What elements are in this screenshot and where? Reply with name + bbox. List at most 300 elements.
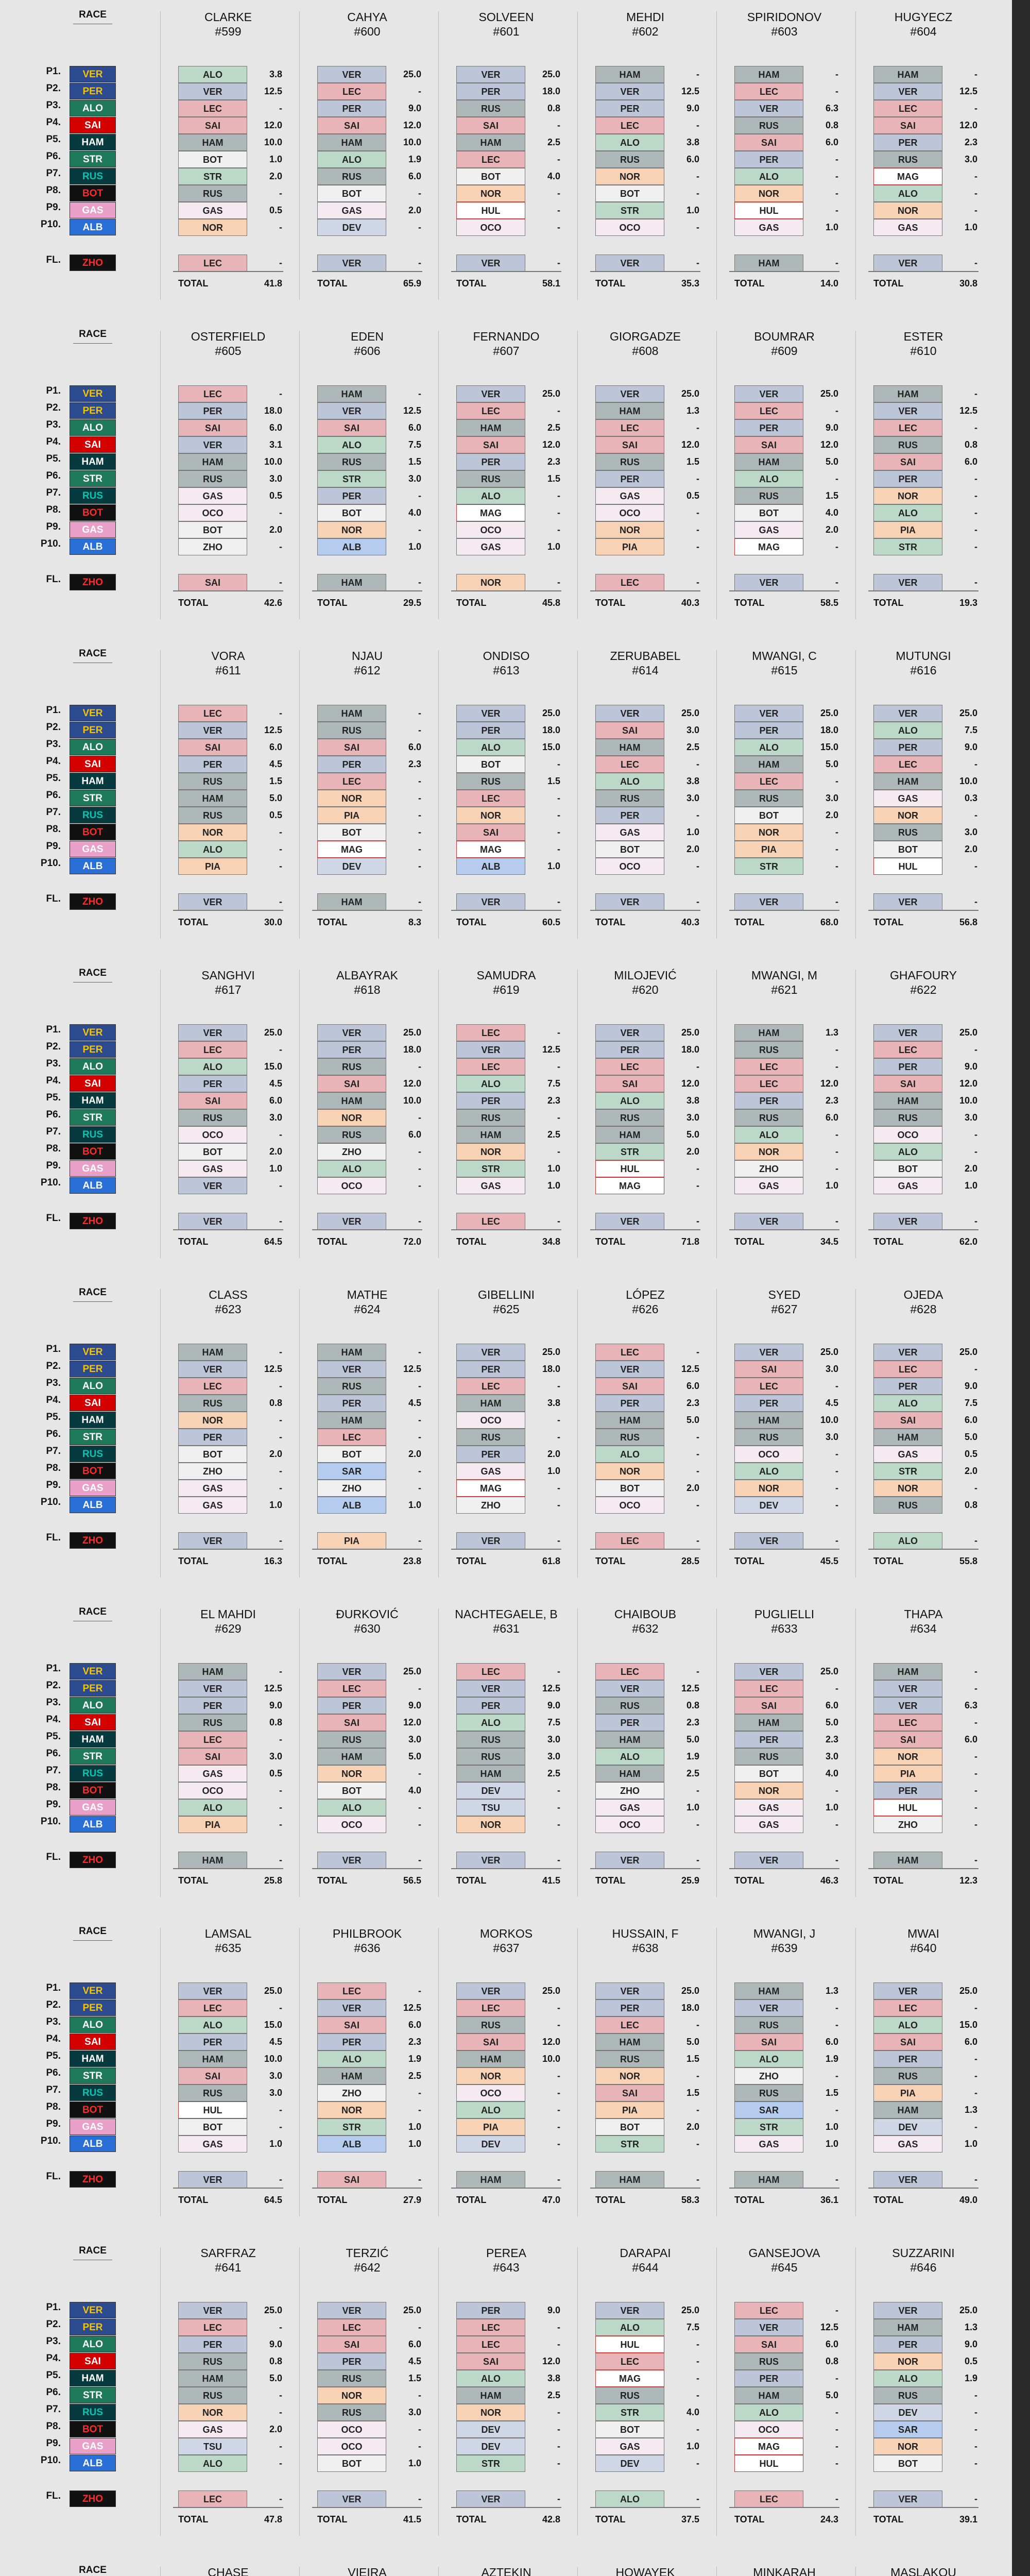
- pick-cell: ALO: [595, 2319, 664, 2336]
- pick-cell: OCO: [595, 504, 664, 521]
- total-label: TOTAL: [873, 1236, 904, 1247]
- player-name: MWANGI, M: [751, 969, 818, 982]
- player-column: [725, 1278, 844, 1597]
- pick-points: -: [974, 103, 977, 113]
- pick-cell: BOT: [317, 1446, 386, 1463]
- player-name: SYED: [768, 1288, 801, 1301]
- pick-cell: LEC: [595, 419, 664, 436]
- pick-cell: PIA: [873, 2084, 942, 2102]
- pick-cell: PER: [178, 1075, 247, 1092]
- position-label: P10.: [40, 538, 61, 549]
- fastest-lap-pick: PIA: [317, 1532, 386, 1549]
- pick-cell: VER: [734, 1999, 803, 2016]
- pick-cell: VER: [873, 2302, 942, 2319]
- pick-points: -: [418, 222, 421, 232]
- pick-cell: TSU: [178, 2438, 247, 2455]
- pick-points: -: [557, 1381, 560, 1391]
- pick-points: 4.0: [825, 1768, 838, 1778]
- player-column: [308, 2555, 426, 2576]
- position-label: P1.: [46, 1024, 61, 1035]
- pick-cell: ALO: [734, 2050, 803, 2067]
- pick-points: 4.5: [269, 2037, 282, 2047]
- pick-cell: HAM: [873, 773, 942, 790]
- race-driver-per: PER: [70, 1680, 116, 1697]
- player-number: #606: [354, 344, 381, 358]
- total-label: TOTAL: [317, 598, 348, 608]
- total-value: 19.3: [959, 598, 977, 608]
- total-label: TOTAL: [734, 1556, 765, 1566]
- pick-cell: ALO: [178, 2455, 247, 2472]
- player-number: #607: [493, 344, 520, 358]
- pick-points: -: [974, 1819, 977, 1829]
- pick-cell: RUS: [317, 1731, 386, 1748]
- player-number: #627: [771, 1302, 798, 1316]
- pick-cell: ALO: [873, 2016, 942, 2033]
- pick-points: 10.0: [403, 137, 421, 147]
- position-label: P4.: [46, 1075, 61, 1086]
- fastest-lap-label: FL.: [46, 1852, 61, 1862]
- pick-cell: LEC: [734, 773, 803, 790]
- pick-cell: RUS: [456, 470, 525, 487]
- pick-cell: LEC: [595, 117, 664, 134]
- race-driver-rus: RUS: [70, 2404, 116, 2420]
- player-name: GANSEJOVA: [748, 2246, 820, 2260]
- pick-points: 2.5: [547, 1768, 560, 1778]
- position-label: P5.: [46, 1092, 61, 1103]
- pick-cell: GAS: [595, 487, 664, 504]
- pick-points: 9.0: [964, 2339, 977, 2349]
- position-label: P5.: [46, 773, 61, 784]
- position-label: P8.: [46, 185, 61, 196]
- pick-cell: DEV: [595, 2455, 664, 2472]
- pick-points: -: [279, 861, 282, 871]
- pick-points: -: [835, 776, 838, 786]
- total-value: 34.5: [820, 1236, 838, 1247]
- pick-cell: HAM: [317, 134, 386, 151]
- player-name: THAPA: [904, 1607, 943, 1621]
- pick-cell: OCO: [734, 2421, 803, 2438]
- pick-cell: RUS: [595, 453, 664, 470]
- race-label-underline: [73, 1301, 112, 1302]
- pick-cell: VER: [317, 1024, 386, 1041]
- pick-cell: PIA: [178, 858, 247, 875]
- race-driver-str: STR: [70, 2387, 116, 2403]
- column-divider: [577, 970, 578, 1258]
- pick-points: 2.0: [408, 205, 421, 215]
- pick-cell: HAM: [595, 739, 664, 756]
- pick-cell: PER: [734, 1092, 803, 1109]
- pick-cell: PER: [873, 1058, 942, 1075]
- pick-points: -: [279, 2003, 282, 2013]
- total-divider: [312, 2507, 422, 2508]
- pick-cell: VER: [317, 1361, 386, 1378]
- pick-cell: BOT: [595, 2119, 664, 2136]
- pick-points: 3.0: [547, 1751, 560, 1761]
- pick-cell: ALO: [317, 2050, 386, 2067]
- fastest-lap-points: -: [974, 577, 977, 587]
- race-label: RACE: [79, 9, 107, 20]
- pick-cell: VER: [178, 2302, 247, 2319]
- race-result-column: [40, 1917, 124, 2236]
- race-driver-gas: GAS: [70, 1160, 116, 1177]
- pick-points: -: [418, 844, 421, 854]
- pick-cell: SAI: [317, 419, 386, 436]
- pick-cell: PER: [317, 2353, 386, 2370]
- race-driver-per: PER: [70, 1999, 116, 2016]
- pick-points: 2.5: [686, 742, 699, 752]
- pick-cell: STR: [734, 2119, 803, 2136]
- pick-points: -: [557, 2441, 560, 2451]
- pick-cell: ALO: [317, 436, 386, 453]
- pick-cell: PER: [317, 756, 386, 773]
- pick-points: -: [418, 861, 421, 871]
- pick-cell: HAM: [595, 1731, 664, 1748]
- pick-cell: HAM: [595, 66, 664, 83]
- pick-cell: NOR: [456, 807, 525, 824]
- player-column: [169, 0, 287, 319]
- pick-cell: VER: [595, 2302, 664, 2319]
- position-label: P10.: [40, 1497, 61, 1507]
- total-label: TOTAL: [595, 1875, 626, 1886]
- race-driver-alb: ALB: [70, 1497, 116, 1513]
- pick-points: 12.0: [264, 120, 282, 130]
- race-driver-sai: SAI: [70, 756, 116, 772]
- pick-points: 5.0: [686, 1415, 699, 1425]
- pick-cell: RUS: [317, 168, 386, 185]
- pick-points: -: [974, 1044, 977, 1055]
- pick-points: -: [696, 2373, 699, 2383]
- race-result-column: [40, 2236, 124, 2555]
- pick-cell: ZHO: [873, 1816, 942, 1833]
- total-divider: [729, 1868, 839, 1869]
- pick-points: 1.9: [408, 154, 421, 164]
- pick-cell: SAI: [595, 436, 664, 453]
- total-label: TOTAL: [734, 598, 765, 608]
- fastest-lap-pick: VER: [178, 1532, 247, 1549]
- race-driver-ham: HAM: [70, 1731, 116, 1748]
- pick-points: -: [418, 2088, 421, 2098]
- pick-cell: ALO: [456, 487, 525, 504]
- race-driver-gas: GAS: [70, 2119, 116, 2135]
- player-name: BOUMRAR: [754, 330, 815, 343]
- race-driver-str: STR: [70, 470, 116, 487]
- pick-points: 3.0: [408, 1734, 421, 1744]
- pick-points: -: [835, 154, 838, 164]
- player-number: #617: [215, 983, 242, 996]
- pick-cell: OCO: [595, 858, 664, 875]
- pick-cell: STR: [734, 858, 803, 875]
- position-label: P3.: [46, 1058, 61, 1069]
- pick-points: -: [418, 388, 421, 399]
- pick-cell: OCO: [317, 2438, 386, 2455]
- pick-cell: LEC: [178, 1731, 247, 1748]
- pick-cell: OCO: [178, 1782, 247, 1799]
- pick-cell: GAS: [734, 219, 803, 236]
- pick-cell: LEC: [734, 1378, 803, 1395]
- fastest-lap-label: FL.: [46, 893, 61, 904]
- fastest-lap-points: -: [418, 2174, 421, 2184]
- pick-cell: GAS: [178, 1160, 247, 1177]
- pick-cell: RUS: [178, 773, 247, 790]
- pick-points: 2.5: [547, 1129, 560, 1140]
- pick-cell: LEC: [317, 2319, 386, 2336]
- fastest-lap-pick: LEC: [178, 2490, 247, 2507]
- race-label: RACE: [79, 648, 107, 659]
- pick-points: -: [557, 1027, 560, 1038]
- pick-cell: ALO: [317, 151, 386, 168]
- player-name: SPIRIDONOV: [747, 10, 822, 24]
- total-divider: [868, 271, 978, 272]
- pick-points: -: [418, 1180, 421, 1191]
- player-column: [864, 2555, 983, 2576]
- position-label: P5.: [46, 134, 61, 145]
- total-divider: [173, 2188, 283, 2189]
- pick-points: 1.0: [547, 1180, 560, 1191]
- race-driver-alo: ALO: [70, 2336, 116, 2352]
- pick-points: -: [696, 1163, 699, 1174]
- pick-points: 12.0: [542, 2037, 560, 2047]
- total-label: TOTAL: [734, 1236, 765, 1247]
- pick-points: 6.0: [269, 422, 282, 433]
- pick-points: -: [418, 1986, 421, 1996]
- pick-cell: LEC: [317, 1680, 386, 1697]
- column-divider: [855, 1928, 856, 2216]
- race-driver-ham: HAM: [70, 2050, 116, 2067]
- pick-cell: VER: [456, 1982, 525, 1999]
- position-label: P10.: [40, 858, 61, 869]
- race-driver-bot: BOT: [70, 504, 116, 521]
- total-divider: [312, 2188, 422, 2189]
- total-label: TOTAL: [317, 1875, 348, 1886]
- pick-points: 12.5: [681, 86, 699, 96]
- pick-points: -: [974, 171, 977, 181]
- pick-points: -: [279, 1785, 282, 1795]
- player-number: #623: [215, 1302, 242, 1316]
- pick-points: -: [835, 2458, 838, 2468]
- pick-points: 1.9: [408, 2054, 421, 2064]
- position-label: P8.: [46, 1143, 61, 1154]
- fastest-lap-pick: VER: [734, 1532, 803, 1549]
- column-divider: [855, 2247, 856, 2536]
- pick-points: 1.3: [825, 1986, 838, 1996]
- fastest-lap-points: -: [557, 1216, 560, 1226]
- pick-cell: PIA: [456, 2119, 525, 2136]
- pick-cell: RUS: [873, 1497, 942, 1514]
- pick-cell: LEC: [734, 1058, 803, 1075]
- column-divider: [438, 1289, 439, 1578]
- player-number: #600: [354, 25, 381, 38]
- pick-points: -: [279, 1483, 282, 1493]
- pick-cell: SAI: [317, 2016, 386, 2033]
- fastest-lap-pick: VER: [873, 574, 942, 591]
- pick-cell: VER: [734, 385, 803, 402]
- pick-cell: SAI: [873, 1731, 942, 1748]
- fastest-lap-pick: VER: [734, 893, 803, 910]
- total-value: 30.8: [959, 278, 977, 289]
- fastest-lap-points: -: [835, 1216, 838, 1226]
- pick-cell: VER: [873, 1982, 942, 1999]
- pick-points: 3.8: [686, 137, 699, 147]
- player-name: HUGYECZ: [894, 10, 953, 24]
- pick-cell: ALO: [595, 1748, 664, 1765]
- pick-points: 25.0: [403, 1027, 421, 1038]
- pick-points: 5.0: [269, 2373, 282, 2383]
- pick-points: -: [418, 524, 421, 535]
- total-label: TOTAL: [873, 917, 904, 927]
- pick-points: -: [418, 1819, 421, 1829]
- column-divider: [160, 2247, 161, 2536]
- player-number: #635: [215, 1941, 242, 1955]
- player-name: MWANGI, J: [753, 1927, 816, 1940]
- pick-points: 25.0: [681, 708, 699, 718]
- pick-cell: BOT: [317, 2455, 386, 2472]
- pick-points: 10.0: [264, 2054, 282, 2064]
- pick-cell: PER: [734, 2370, 803, 2387]
- pick-points: -: [418, 776, 421, 786]
- pick-points: -: [557, 2071, 560, 2081]
- pick-cell: HAM: [456, 1765, 525, 1782]
- player-column: [169, 319, 287, 639]
- player-name: CHASE: [208, 2566, 249, 2576]
- pick-cell: PER: [595, 470, 664, 487]
- player-number: #619: [493, 983, 520, 996]
- fastest-lap-pick: VER: [178, 1213, 247, 1230]
- pick-points: -: [974, 1802, 977, 1812]
- pick-cell: GAS: [734, 521, 803, 538]
- total-label: TOTAL: [873, 1875, 904, 1886]
- player-number: #633: [771, 1622, 798, 1635]
- fastest-lap-points: -: [557, 2174, 560, 2184]
- pick-points: -: [418, 827, 421, 837]
- pick-points: -: [974, 1751, 977, 1761]
- pick-points: 12.0: [542, 439, 560, 450]
- position-label: P2.: [46, 1999, 61, 2010]
- pick-points: 12.5: [542, 1044, 560, 1055]
- pick-cell: PER: [456, 1697, 525, 1714]
- pick-points: 2.5: [547, 2390, 560, 2400]
- pick-points: -: [418, 2441, 421, 2451]
- fastest-lap-pick: VER: [317, 1852, 386, 1869]
- pick-points: 1.5: [825, 2088, 838, 2098]
- pick-cell: ALO: [734, 470, 803, 487]
- pick-cell: LEC: [734, 83, 803, 100]
- total-label: TOTAL: [595, 2514, 626, 2524]
- total-value: 14.0: [820, 278, 838, 289]
- pick-cell: RUS: [178, 185, 247, 202]
- total-label: TOTAL: [317, 2514, 348, 2524]
- pick-points: -: [835, 2071, 838, 2081]
- pick-points: 4.5: [408, 2356, 421, 2366]
- player-number: #646: [910, 2261, 937, 2274]
- total-label: TOTAL: [873, 2514, 904, 2524]
- pick-points: 3.0: [825, 793, 838, 803]
- total-divider: [729, 590, 839, 591]
- pick-points: -: [279, 1347, 282, 1357]
- pick-cell: GAS: [873, 2136, 942, 2153]
- player-column: [725, 2236, 844, 2555]
- fastest-lap-points: -: [974, 258, 977, 268]
- position-label: P9.: [46, 1799, 61, 1810]
- pick-points: -: [835, 1061, 838, 1072]
- player-number: #624: [354, 1302, 381, 1316]
- pick-cell: NOR: [595, 2067, 664, 2084]
- pick-points: -: [835, 2305, 838, 2315]
- position-label: P6.: [46, 151, 61, 162]
- pick-points: -: [557, 405, 560, 416]
- total-label: TOTAL: [456, 278, 487, 289]
- player-number: #608: [632, 344, 659, 358]
- race-driver-rus: RUS: [70, 487, 116, 504]
- pick-points: 1.5: [408, 2373, 421, 2383]
- pick-cell: NOR: [317, 790, 386, 807]
- pick-cell: GAS: [178, 2136, 247, 2153]
- pick-points: 3.0: [269, 2071, 282, 2081]
- pick-points: 9.0: [547, 1700, 560, 1710]
- pick-cell: SAI: [595, 722, 664, 739]
- pick-points: 6.0: [269, 742, 282, 752]
- pick-cell: RUS: [456, 100, 525, 117]
- total-divider: [868, 1229, 978, 1230]
- total-value: 39.1: [959, 2514, 977, 2524]
- pick-points: -: [557, 827, 560, 837]
- pick-cell: ALO: [595, 773, 664, 790]
- column-divider: [160, 2567, 161, 2576]
- total-value: 41.5: [542, 1875, 560, 1886]
- position-label: P3.: [46, 100, 61, 111]
- pick-points: 25.0: [542, 1347, 560, 1357]
- pick-points: -: [974, 2122, 977, 2132]
- pick-cell: HAM: [734, 2387, 803, 2404]
- pick-points: 18.0: [542, 86, 560, 96]
- pick-points: 1.0: [964, 2139, 977, 2149]
- fastest-lap-points: -: [974, 896, 977, 907]
- pick-cell: RUS: [178, 470, 247, 487]
- total-label: TOTAL: [873, 2195, 904, 2205]
- pick-cell: VER: [873, 1697, 942, 1714]
- total-divider: [590, 910, 700, 911]
- total-divider: [868, 1868, 978, 1869]
- pick-points: 6.0: [686, 154, 699, 164]
- position-label: P4.: [46, 1714, 61, 1725]
- pick-points: -: [279, 1734, 282, 1744]
- race-driver-gas: GAS: [70, 2438, 116, 2454]
- column-divider: [160, 331, 161, 619]
- column-divider: [299, 1928, 300, 2216]
- pick-cell: GAS: [178, 202, 247, 219]
- total-value: 72.0: [403, 1236, 421, 1247]
- pick-points: 18.0: [820, 725, 838, 735]
- position-label: P3.: [46, 739, 61, 750]
- pick-points: -: [557, 2003, 560, 2013]
- pick-cell: HAM: [595, 1765, 664, 1782]
- race-result-column: [40, 1597, 124, 1917]
- pick-cell: VER: [456, 1344, 525, 1361]
- pick-points: -: [696, 2424, 699, 2434]
- position-label: P10.: [40, 219, 61, 230]
- pick-cell: GAS: [178, 2421, 247, 2438]
- pick-cell: ALO: [734, 739, 803, 756]
- pick-cell: HAM: [873, 2102, 942, 2119]
- pick-cell: NOR: [734, 1143, 803, 1160]
- fastest-lap-points: -: [557, 1535, 560, 1546]
- pick-cell: ALO: [456, 1075, 525, 1092]
- pick-cell: RUS: [317, 2370, 386, 2387]
- pick-cell: HAM: [873, 385, 942, 402]
- pick-points: 3.8: [686, 776, 699, 786]
- pick-points: -: [835, 1483, 838, 1493]
- pick-points: -: [835, 86, 838, 96]
- pick-points: -: [557, 188, 560, 198]
